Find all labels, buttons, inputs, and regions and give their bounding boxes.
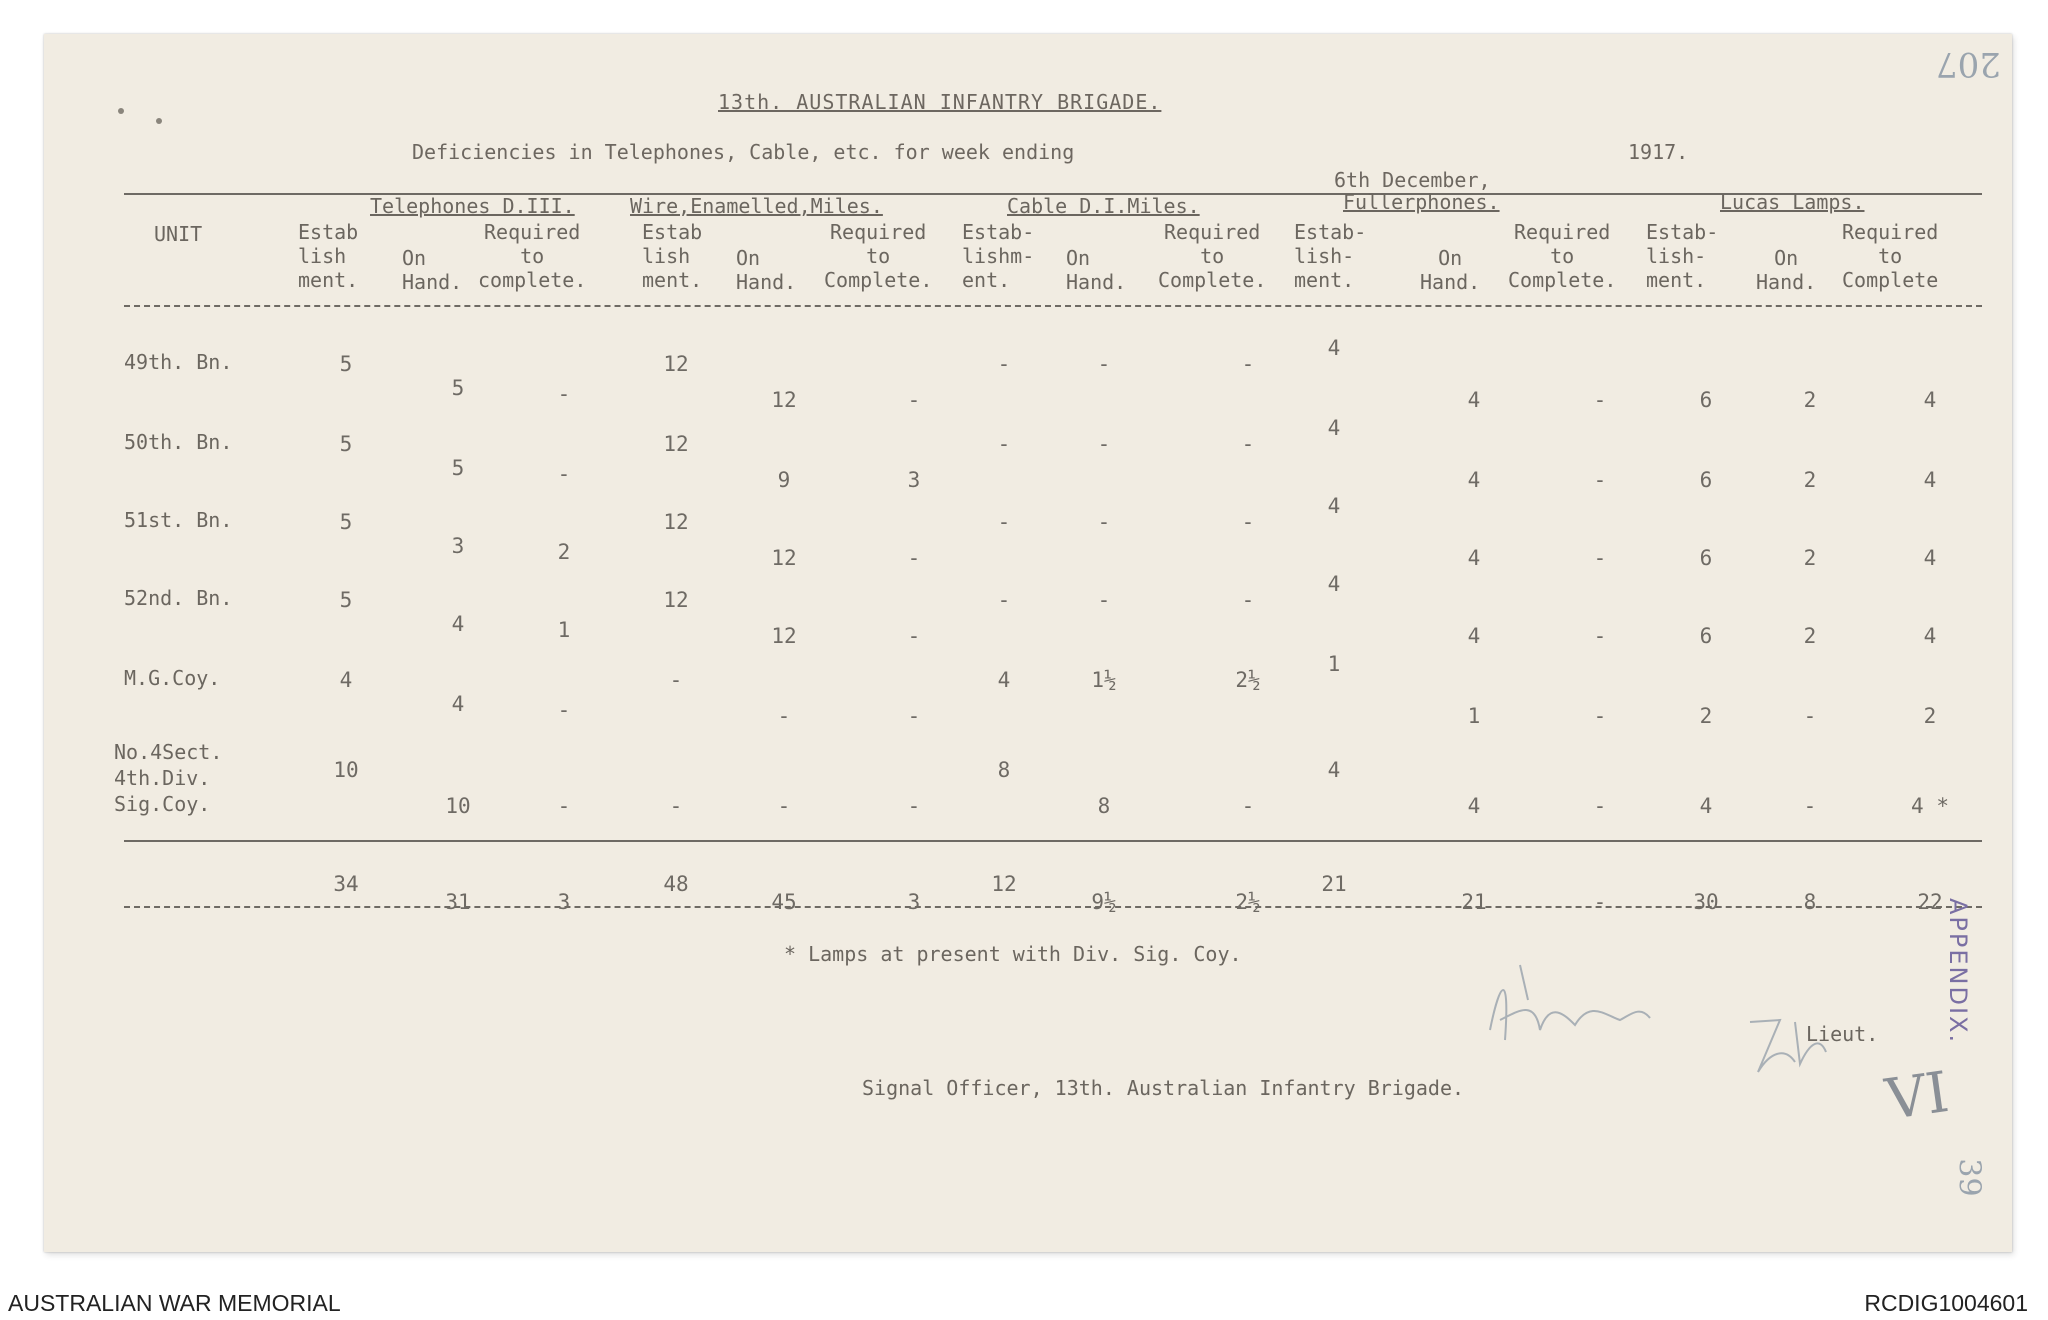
table-cell: -	[1241, 794, 1255, 818]
table-cell: 2	[1699, 704, 1713, 728]
table-cell: 4	[1467, 794, 1481, 818]
document-date: 6th December,	[1334, 168, 1491, 192]
table-cell: 3	[907, 468, 921, 492]
table-cell: 10	[333, 758, 359, 782]
total-cell: 21	[1461, 890, 1487, 914]
table-cell: -	[557, 698, 571, 722]
totals-dash-rule	[124, 906, 1982, 908]
table-cell: -	[997, 432, 1011, 456]
table-cell: -	[1241, 588, 1255, 612]
table-cell: 4	[339, 668, 353, 692]
table-cell: -	[1803, 704, 1817, 728]
header-c6: Required to Complete.	[824, 220, 933, 292]
table-cell: 1	[557, 618, 571, 642]
total-cell: 45	[771, 890, 797, 914]
header-c14: On Hand.	[1756, 246, 1817, 294]
table-cell: 2	[1803, 624, 1817, 648]
table-cell: -	[777, 704, 791, 728]
table-cell: 8	[997, 758, 1011, 782]
table-cell: -	[1241, 352, 1255, 376]
table-cell: 2	[557, 540, 571, 564]
header-c7: Estab- lishm- ent.	[962, 220, 1035, 292]
row-unit-label: 50th. Bn.	[124, 430, 233, 454]
table-cell: 4	[1923, 388, 1937, 412]
table-cell: 4	[451, 612, 465, 636]
table-cell: -	[1593, 388, 1607, 412]
header-c3: Required to complete.	[478, 220, 587, 292]
document-subtitle: Deficiencies in Telephones, Cable, etc. for week ending	[412, 140, 1075, 164]
total-cell: 22	[1917, 890, 1943, 914]
table-cell: 6	[1699, 468, 1713, 492]
row-unit-label: Sig.Coy.	[114, 792, 211, 816]
table-cell: -	[669, 794, 683, 818]
table-cell: -	[777, 794, 791, 818]
header-c8: On Hand.	[1066, 246, 1127, 294]
table-cell: 4	[1327, 336, 1341, 360]
table-cell: -	[1593, 546, 1607, 570]
table-cell: 2	[1803, 546, 1817, 570]
table-cell: -	[1241, 510, 1255, 534]
paper-mark	[118, 108, 124, 114]
table-cell: 8	[1097, 794, 1111, 818]
table-cell: 4	[1467, 546, 1481, 570]
table-cell: 5	[339, 432, 353, 456]
document-year: 1917.	[1628, 140, 1689, 164]
row-unit-label: 4th.Div.	[114, 766, 211, 790]
table-cell: 2	[1803, 388, 1817, 412]
header-c15: Required to Complete	[1842, 220, 1939, 292]
header-c1: Estab lish ment.	[298, 220, 359, 292]
table-cell: 5	[451, 376, 465, 400]
table-cell: -	[907, 388, 921, 412]
row-unit-label: No.4Sect.	[114, 740, 223, 764]
group-fullerphones: Fullerphones.	[1343, 190, 1500, 214]
table-cell: 2	[1923, 704, 1937, 728]
table-cell: 4	[1327, 494, 1341, 518]
total-cell: 8	[1803, 890, 1817, 914]
total-cell: -	[1593, 890, 1607, 914]
table-cell: 4	[1923, 546, 1937, 570]
row-unit-label: 52nd. Bn.	[124, 586, 233, 610]
group-cable: Cable D.I.Miles.	[1007, 194, 1200, 218]
table-cell: 6	[1699, 546, 1713, 570]
table-cell: 2	[1803, 468, 1817, 492]
footnote: * Lamps at present with Div. Sig. Coy.	[784, 942, 1242, 966]
table-cell: 4	[1467, 624, 1481, 648]
total-cell: 9½	[1091, 890, 1117, 914]
table-cell: -	[997, 510, 1011, 534]
table-cell: -	[1803, 794, 1817, 818]
total-cell: 48	[663, 872, 689, 896]
table-cell: -	[1593, 624, 1607, 648]
total-cell: 21	[1321, 872, 1347, 896]
table-cell: 12	[771, 546, 797, 570]
table-cell: -	[557, 382, 571, 406]
header-c12: Required to Complete.	[1508, 220, 1617, 292]
table-cell: 12	[663, 588, 689, 612]
table-cell: 4	[1923, 624, 1937, 648]
table-cell: -	[557, 462, 571, 486]
table-cell: 4	[1699, 794, 1713, 818]
table-cell: 12	[663, 510, 689, 534]
header-dash-rule	[124, 305, 1982, 307]
totals-rule	[124, 840, 1982, 842]
table-cell: -	[1241, 432, 1255, 456]
table-cell: 5	[339, 588, 353, 612]
document-title: 13th. AUSTRALIAN INFANTRY BRIGADE.	[718, 90, 1162, 114]
table-cell: 1	[1467, 704, 1481, 728]
table-cell: -	[907, 794, 921, 818]
table-cell: 4	[1327, 758, 1341, 782]
row-unit-label: 51st. Bn.	[124, 508, 233, 532]
header-c9: Required to Complete.	[1158, 220, 1267, 292]
row-unit-label: M.G.Coy.	[124, 666, 221, 690]
table-cell: 4	[1467, 468, 1481, 492]
table-cell: 6	[1699, 388, 1713, 412]
table-cell: 10	[445, 794, 471, 818]
header-unit: UNIT	[154, 222, 203, 246]
handwritten-page-number: 207	[1936, 44, 2001, 84]
table-cell: 3	[451, 534, 465, 558]
table-cell: 4	[1327, 416, 1341, 440]
table-cell: -	[1593, 704, 1607, 728]
appendix-stamp: APPENDIX.	[1944, 898, 1972, 1045]
table-cell: -	[907, 624, 921, 648]
appendix-number: VI	[1881, 1059, 1953, 1134]
total-cell: 12	[991, 872, 1017, 896]
table-cell: -	[1097, 432, 1111, 456]
table-cell: -	[997, 588, 1011, 612]
table-cell: -	[907, 704, 921, 728]
group-wire: Wire,Enamelled,Miles.	[630, 194, 883, 218]
signature-block: Signal Officer, 13th. Australian Infantry Brigade.	[862, 1076, 1465, 1100]
header-c10: Estab- lish- ment.	[1294, 220, 1367, 292]
table-cell: 4	[451, 692, 465, 716]
table-cell: 4	[1467, 388, 1481, 412]
group-lucas-lamps: Lucas Lamps.	[1720, 190, 1865, 214]
handwritten-folio-number: 39	[1951, 1158, 1987, 1197]
total-cell: 30	[1693, 890, 1719, 914]
table-cell: 1	[1327, 652, 1341, 676]
table-cell: 5	[339, 510, 353, 534]
table-cell: 12	[663, 352, 689, 376]
table-cell: -	[997, 352, 1011, 376]
paper-mark	[156, 118, 162, 124]
table-cell: 1½	[1091, 668, 1117, 692]
table-cell: -	[669, 668, 683, 692]
footer-id: RCDIG1004601	[1864, 1290, 2028, 1316]
table-cell: -	[1593, 794, 1607, 818]
table-cell: 6	[1699, 624, 1713, 648]
table-cell: 4	[997, 668, 1011, 692]
header-c5: On Hand.	[736, 246, 797, 294]
total-cell: 3	[907, 890, 921, 914]
table-cell: 2½	[1235, 668, 1261, 692]
table-cell: 4	[1327, 572, 1341, 596]
handwritten-signature	[1480, 960, 1690, 1064]
table-cell: 12	[771, 388, 797, 412]
header-c11: On Hand.	[1420, 246, 1481, 294]
table-cell: -	[907, 546, 921, 570]
table-cell: 5	[339, 352, 353, 376]
group-telephones: Telephones D.III.	[370, 194, 575, 218]
total-cell: 31	[445, 890, 471, 914]
table-cell: 5	[451, 456, 465, 480]
total-cell: 3	[557, 890, 571, 914]
header-c4: Estab lish ment.	[642, 220, 703, 292]
footer-source: AUSTRALIAN WAR MEMORIAL	[8, 1290, 341, 1316]
table-cell: -	[557, 794, 571, 818]
rank-label: Lieut.	[1806, 1022, 1879, 1046]
table-cell: 12	[771, 624, 797, 648]
table-cell: 12	[663, 432, 689, 456]
table-cell: -	[1097, 510, 1111, 534]
table-cell: 9	[777, 468, 791, 492]
header-c13: Estab- lish- ment.	[1646, 220, 1719, 292]
total-cell: 2½	[1235, 890, 1261, 914]
header-c2: On Hand.	[402, 246, 463, 294]
table-cell: -	[1593, 468, 1607, 492]
table-cell: 4	[1923, 468, 1937, 492]
table-cell: -	[1097, 588, 1111, 612]
table-cell: -	[1097, 352, 1111, 376]
row-unit-label: 49th. Bn.	[124, 350, 233, 374]
table-cell: 4 *	[1911, 794, 1949, 818]
total-cell: 34	[333, 872, 359, 896]
